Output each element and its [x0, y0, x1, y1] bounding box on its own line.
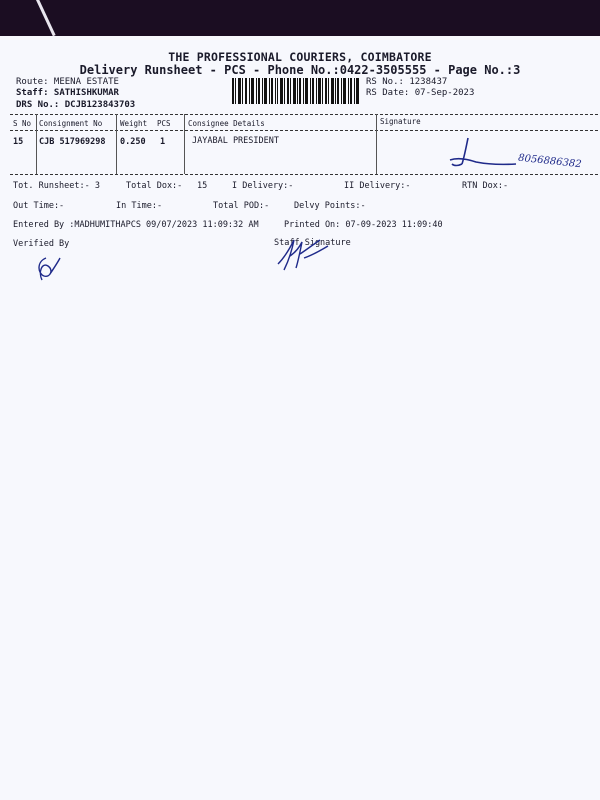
row-consignment: CJB 517969298	[39, 137, 106, 147]
total-dox-value: 15	[197, 181, 208, 191]
total-pod: Total POD:-	[213, 201, 270, 211]
i-delivery: I Delivery:-	[232, 181, 294, 191]
staff-signature	[270, 234, 332, 274]
header-signature: Signature	[380, 117, 421, 126]
tot-runsheet: Tot. Runsheet:- 3	[13, 181, 100, 191]
row-consignee: JAYABAL PRESIDENT	[192, 136, 279, 146]
header-consignment: Consignment No	[39, 119, 103, 128]
receiver-signature	[446, 136, 526, 172]
in-time: In Time:-	[116, 201, 163, 211]
header-weight: Weight	[120, 119, 148, 128]
rtn-dox: RTN Dox:-	[462, 181, 509, 191]
printed-on: Printed On: 07-09-2023 11:09:40	[284, 220, 443, 230]
handwritten-phone: 8056886382	[517, 152, 583, 171]
col-divider	[116, 114, 117, 174]
table-top-rule	[10, 114, 598, 115]
route-label: Route: MEENA ESTATE	[16, 77, 119, 87]
header-sno: S No	[13, 119, 32, 128]
rs-date: RS Date: 07-Sep-2023	[366, 88, 475, 98]
delvy-points: Delvy Points:-	[294, 201, 366, 211]
col-divider	[184, 114, 185, 174]
scan-dark-band	[0, 0, 600, 38]
verifier-signature	[32, 254, 62, 286]
runsheet-subtitle: Delivery Runsheet - PCS - Phone No.:0422-3505555 - Page No.:3	[79, 63, 521, 77]
row-weight: 0.250	[120, 137, 146, 147]
staff-signature-label: Staff Signature	[274, 238, 351, 248]
out-time: Out Time:-	[13, 201, 65, 211]
header-pcs: PCS	[157, 119, 171, 128]
entered-by: Entered By :MADHUMITHAPCS 09/07/2023 11:09:32 AM	[13, 220, 259, 230]
row-pcs: 1	[160, 137, 166, 147]
verified-by-label: Verified By	[13, 239, 70, 249]
table-bottom-rule	[10, 174, 598, 175]
barcode-image	[232, 78, 360, 104]
col-divider	[376, 114, 377, 174]
company-title: THE PROFESSIONAL COURIERS, COIMBATORE	[168, 50, 432, 64]
table-header-rule	[10, 130, 598, 131]
col-divider	[36, 114, 37, 174]
total-dox-label: Total Dox:-	[126, 181, 183, 191]
ii-delivery: II Delivery:-	[344, 181, 411, 191]
staff-label: Staff: SATHISHKUMAR	[16, 88, 119, 98]
header-consignee: Consignee Details	[188, 119, 265, 128]
drs-number: DRS No.: DCJB123843703	[16, 100, 136, 110]
row-sno: 15	[13, 137, 24, 147]
rs-number: RS No.: 1238437	[366, 77, 448, 87]
